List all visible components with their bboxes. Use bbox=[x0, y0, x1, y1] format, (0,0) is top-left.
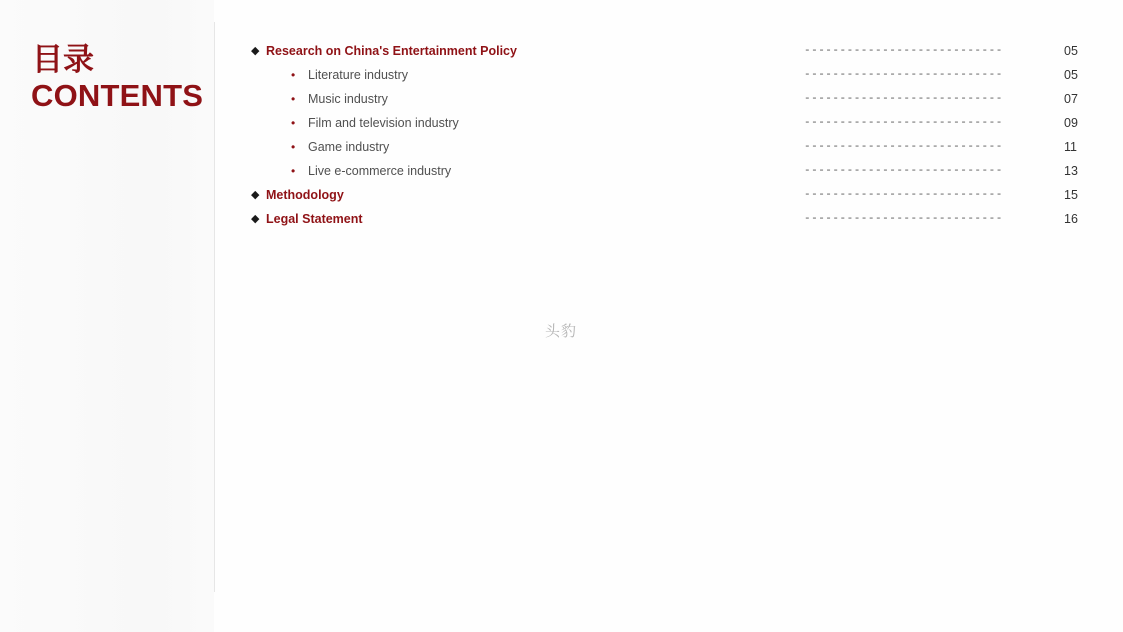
dotted-leader: ---------------------------- bbox=[804, 189, 1003, 201]
toc-item-game-industry[interactable] bbox=[250, 135, 1090, 159]
contents-title-chinese: 目录 bbox=[32, 42, 94, 78]
watermark-text: 头豹 bbox=[545, 322, 578, 340]
toc-item-label: Legal Statement bbox=[266, 212, 363, 226]
toc-item-label: Film and television industry bbox=[308, 116, 459, 130]
toc-item-entertainment-policy[interactable] bbox=[250, 39, 1090, 63]
vertical-divider bbox=[214, 22, 215, 592]
toc-page-number: 09 bbox=[1064, 116, 1078, 130]
toc-page-number: 07 bbox=[1064, 92, 1078, 106]
dot-bullet-icon: • bbox=[291, 164, 296, 178]
toc-item-label: Literature industry bbox=[308, 68, 409, 82]
toc-page-number: 15 bbox=[1064, 188, 1078, 202]
toc-item-methodology[interactable] bbox=[250, 183, 1090, 207]
toc-item-legal-statement[interactable] bbox=[250, 207, 1090, 231]
toc-item-label: Methodology bbox=[266, 188, 344, 202]
dotted-leader: ---------------------------- bbox=[804, 117, 1003, 129]
diamond-bullet-icon: ◆ bbox=[251, 189, 260, 201]
dotted-leader: ---------------------------- bbox=[804, 93, 1003, 105]
contents-title-english: CONTENTS bbox=[31, 78, 204, 113]
dot-bullet-icon: • bbox=[291, 116, 296, 130]
dotted-leader: ---------------------------- bbox=[804, 213, 1003, 225]
dotted-leader: ---------------------------- bbox=[804, 45, 1003, 57]
toc-item-label: Live e-commerce industry bbox=[308, 164, 452, 178]
toc-page-number: 05 bbox=[1064, 44, 1078, 58]
dotted-leader: ---------------------------- bbox=[804, 165, 1003, 177]
toc-item-live-ecommerce-industry[interactable] bbox=[250, 159, 1090, 183]
table-of-contents bbox=[250, 39, 1090, 231]
dotted-leader: ---------------------------- bbox=[804, 69, 1003, 81]
dot-bullet-icon: • bbox=[291, 68, 296, 82]
toc-item-film-television-industry[interactable] bbox=[250, 111, 1090, 135]
dot-bullet-icon: • bbox=[291, 140, 296, 154]
toc-page-number: 11 bbox=[1064, 140, 1077, 154]
toc-item-label: Music industry bbox=[308, 92, 388, 106]
toc-item-label: Game industry bbox=[308, 140, 390, 154]
dot-bullet-icon: • bbox=[291, 92, 296, 106]
diamond-bullet-icon: ◆ bbox=[251, 45, 260, 57]
toc-item-literature-industry[interactable] bbox=[250, 63, 1090, 87]
dotted-leader: ---------------------------- bbox=[804, 141, 1003, 153]
toc-page-number: 13 bbox=[1064, 164, 1078, 178]
sidebar-panel bbox=[0, 0, 214, 632]
toc-item-label: Research on China's Entertainment Policy bbox=[266, 44, 517, 58]
toc-page-number: 16 bbox=[1064, 212, 1078, 226]
toc-item-music-industry[interactable] bbox=[250, 87, 1090, 111]
toc-page-number: 05 bbox=[1064, 68, 1078, 82]
diamond-bullet-icon: ◆ bbox=[251, 213, 260, 225]
